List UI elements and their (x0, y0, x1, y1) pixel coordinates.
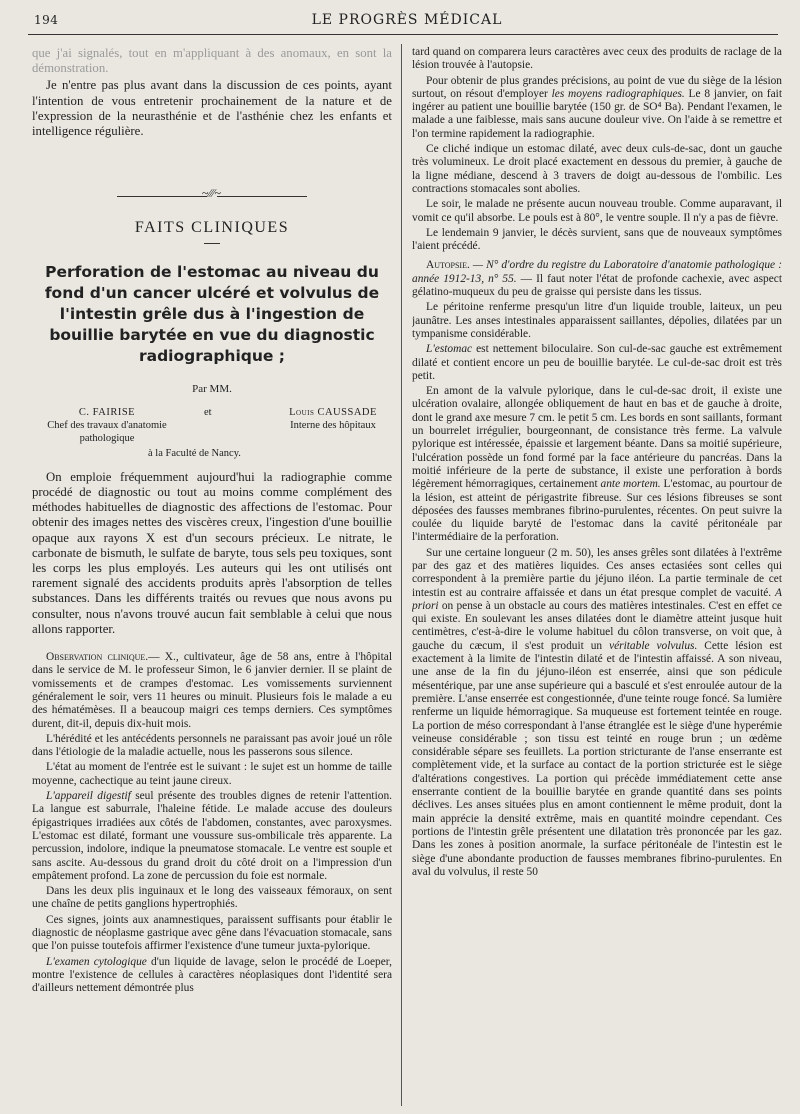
column-divider (401, 44, 402, 1106)
amont-text-a: En amont de la valvule pylorique, dans le cul-de-sac droit, il existe une ulcération ovalaire, allongée obliquement de haut en bas et de gauche à droite, dont le grand axe mesure 7 cm. le petit 5 cm. Les bords en sont saillants, formant un bourrelet irrégulier, bourgeonnant, de consistance très ferme. La valvule pylorique est intéressée, épaissie et largement béante. Dans sa moitié supérieure, l'ulcération possède un fond formé par la face antérieure du pancréas. Dans la moitié inférieure de la perte de substance, il existe une perforation à bords légèrement hémorragiques, certainement (412, 385, 782, 491)
precision-text-a: Pour obtenir de plus grandes précisions, au point de vue du siège de la lésion surtout, on résout d'employer (412, 74, 782, 100)
separator-glyph: ~∕∕∕~ (202, 186, 221, 201)
precision-em: les moyens radiographiques. (551, 87, 685, 100)
author-2-name: Louis CAUSSADE (289, 406, 377, 418)
header-rule (28, 34, 778, 35)
observation-lead: Observation clinique. (46, 651, 149, 664)
amont-em: ante mortem. (600, 478, 661, 491)
autopsie-registry: — N° d'ordre du registre du Laboratoire d'anatomie pathologique : année 1912-13, n° 55. (412, 259, 782, 285)
appareil-lead: L'appareil digestif (46, 790, 131, 803)
autopsie-lead: Autopsie. (426, 259, 470, 272)
author-1-name: C. FAIRISE (78, 406, 136, 418)
heredite-paragraph: L'hérédité et les antécédents personnels ne paraissant pas avoir joué un rôle dans l'étiologie de la maladie actuelle, nous les passerons sous silence. (32, 732, 392, 759)
signes-paragraph: Ces signes, joints aux anamnestiques, paraissent suffisants pour établir le diagnostic de néoplasme gastrique avec gêne dans l'évacuation stomacale, sans que l'on puisse toutefois affirmer l'existence d'une tumeur juxta-pylorique. (32, 913, 392, 953)
right-column (412, 46, 782, 1108)
grele-em-2: véritable volvulus. (609, 639, 698, 652)
observation-text: — X., cultivateur, âge de 58 ans, entre à l'hôpital dans le service de M. le professeur Simon, le 6 janvier dernier. Il se plaint de vomissements et de crampes d'estomac. Les vomissements surviennent généralement le soir, vers 11 heures ou minuit. Plusieurs fois le malade a eu des hématémèses. Il a beaucoup maigri ces temps derniers. Ces symptômes durent, dit-il, depuis dix-huit mois. (32, 651, 392, 730)
grele-text-c: Cette lésion est exactement à la limite de l'intestin dilaté et de l'intestin affaissé. A son niveau, une anse de la fin du jéjuno-iléon est enserrée, ainsi que son pédicule mésentérique, par une anse supérieure qui a basculé et s'est enroulée autour de la première. L'anse enserrée est congestionnée, d'une teinte rouge foncé. Sa lumière renferme un liquide hémorragique. Sa muqueuse est fortement teintée en rouge. La portion de méso correspondant à l'anse étranglée est le siège d'une hyperémie veineuse considérable ; son tissu est teinté en rouge brun ; un œdème considérable sépare ses feuillets. La portion stricturante de l'anse enserrante est complètement vide, et la surface au contact de la portion stricturée est le siège d'altérations congestives. La portion qui précède immédiatement cette anse enserrante contient de la bouillie barytée en grande quantité dans ses points déclives. Les anses situées plus en amont contiennent le même produit, dont la main apprécie la densité extrême, mais en quantité moindre cependant. Ces portions de l'intestin grêle présentent une dilatation très prononcée par les gaz. Dans les zones à position anormale, la surface péritonéale de l'intestin est le siège d'une abondante production de fausses membranes fibrino-purulentes. En aval du volvulus, il reste 50 (412, 639, 782, 878)
article-title: Perforation de l'estomac au niveau du fond d'un cancer ulcéré et volvulus de l'intestin grêle dus à l'ingestion de bouillie barytée en vue du diagnostic radiographique ; (44, 262, 380, 365)
intro-faded-text: que j'ai signalés, tout en m'appliquant à des anomaux, en sont la démonstration. (32, 46, 392, 76)
intro-paragraph: Je n'entre pas plus avant dans la discussion de ces points, ayant l'intention de vous entretenir prochainement de la nature et de l'expression de la neurasthénie et de l'asthénie chez les enfants et intelligence régulière. (32, 78, 392, 139)
precision-paragraph (412, 75, 782, 141)
examen-lead: L'examen cytologique (46, 955, 147, 968)
lendemain-paragraph: Le lendemain 9 janvier, le décès survient, sans que de nouveaux symptômes l'aient précédé. (412, 226, 782, 253)
appareil-text: seul présente des troubles dignes de retenir l'attention. La langue est saburrale, l'haleine fétide. Le malade accuse des douleurs épigastriques irradiées aux côtés de l'abdomen, constantes, avec paroxysmes. L'estomac est dilaté, formant une voussure sus-ombilicale très apparente. La percussion, indolore, indique la pneumatose stomacale. Le ventre est souple et sans ascite. Au-dessous du grand droit du côté droit on a l'impression d'un empâtement profond. La zone de percussion du foie est normale. (32, 790, 392, 882)
tard-paragraph: tard quand on comparera leurs caractères avec ceux des produits de raclage de la lésion trouvée à l'autopsie. (412, 46, 782, 72)
journal-title: LE PROGRÈS MÉDICAL (311, 12, 503, 28)
estomac-text: est nettement biloculaire. Son cul-de-sac gauche est extrêmement dilaté et contient encore un peu de bouillie barytée. Le cul-de-sac droit est très petit. (412, 343, 782, 382)
author-1 (32, 406, 182, 445)
author-2-role: Interne des hôpitaux (290, 419, 376, 431)
amont-paragraph (412, 385, 782, 545)
soir-paragraph: Le soir, le malade ne présente aucun nouveau trouble. Comme auparavant, il vomit ce qu'il absorbe. Le pouls est à 80°, le ventre souple. Il n'y a pas de fièvre. (412, 198, 782, 224)
grele-text-a: Sur une certaine longueur (2 m. 50), les anses grêles sont dilatées à l'extrême par des gaz et des matières liquides. Ces anses ectasiées sont celles qui correspondent à la première partie du jéjuno iléon. La partie terminale de cet intestin est au contraire affaissée et dans un état presque complet de vacuité. (412, 546, 782, 599)
plis-paragraph: Dans les deux plis inguinaux et le long des vaisseaux fémoraux, on sent une chaîne de petits ganglions hypertrophiés. (32, 885, 392, 911)
section-title-rule (204, 243, 220, 244)
page-number: 194 (34, 13, 59, 27)
estomac-paragraph (412, 343, 782, 383)
byline-par: Par MM. (192, 382, 232, 395)
faculty-line: à la Faculté de Nancy. (148, 447, 241, 459)
examen-text: d'un liquide de lavage, selon le procédé de Loeper, montre l'existence de cellules à caractères néoplasiques dont l'identité sera d'ailleurs nettement démontrée plus (32, 955, 392, 995)
author-and: et (204, 406, 212, 418)
autopsie-paragraph (412, 259, 782, 299)
authors-block (32, 406, 392, 462)
examen-paragraph (32, 956, 392, 996)
author-1-role: Chef des travaux d'anatomie pathologique (47, 419, 167, 444)
cliche-paragraph: Ce cliché indique un estomac dilaté, avec deux culs-de-sac, dont un gauche très volumineux. Le droit placé exactement en dessous du premier, à gauche de la ligne médiane, descend à 3 travers de doigt au-dessous de l'ombilic. Les contractions stomacales sont abolies. (412, 143, 782, 195)
intro-body: On emploie fréquemment aujourd'hui la radiographie comme procédé de diagnostic ou tout au moins comme complément des méthodes habituelles de diagnostic des affections de l'estomac. Pour obtenir des images nettes des viscères creux, l'ingestion d'une bouillie opaque aux rayons X est d'un secours précieux. Le nitrate, le carbonate de bismuth, le sulfate de baryte, tous sels peu toxiques, sont les corps les plus employés. Les auteurs qui les ont utilisés ont rarement signalé des accidents produits après l'absorption de telles substances. Dans les différents traités ou revues que nous avons pu consulter, nous n'avons trouvé aucun fait semblable à celui que nous allons rapporter. (32, 469, 392, 636)
autopsie-text: — Il faut noter l'état de profonde cachexie, avec aspect gélatino-muqueux du peu de graisse qui persiste dans les tissus. (412, 272, 782, 299)
grele-text-b: on pense à un obstacle au cours des matières intestinales. C'est en effet ce qui existe. En soulevant les anses dilatées dont le diamètre atteint jusque huit centimètres, c'est-à-dire le volume habituel du côlon transverse, on voit que, à gauche du cæcum, il s'est produit un (412, 599, 782, 652)
estomac-lead: L'estomac (426, 343, 473, 356)
grele-paragraph (412, 547, 782, 879)
appareil-paragraph (32, 790, 392, 883)
amont-text-b: L'estomac, au pourtour de la lésion, est atteint de périgastrite fibreuse. Sur ces lésions fibreuses se sont déposées des fausses membranes fibrino-purulentes, récentes. On peut suivre la coulée du liquide baryté de l'estomac dans la cavité péritonéale par l'intermédiaire de la perforation. (412, 478, 782, 544)
section-separator (117, 186, 307, 201)
section-title: FAITS CLINIQUES (134, 219, 290, 237)
left-column (32, 46, 392, 1108)
observation-paragraph (32, 651, 392, 731)
etat-paragraph: L'état au moment de l'entrée est le suivant : le sujet est un homme de taille moyenne, cachectique au teint jaune cireux. (32, 761, 392, 787)
peritoine-paragraph: Le péritoine renferme presqu'un litre d'un liquide trouble, laiteux, un peu jaunâtre. Les anses intestinales apparaissent saillantes, dépolies, dilatées par un tympanisme considérable. (412, 301, 782, 340)
page-header (34, 10, 780, 32)
precision-text-b: Le 8 janvier, on fait ingérer au patient une bouillie barytée (150 gr. de SO⁴ Ba). Pendant l'examen, le malade a une faiblesse, mais sans aucune douleur vive. On l'aide à se remettre et l'on termine rapidement la radiographie. (412, 87, 782, 140)
grele-em-1: A priori (412, 586, 782, 612)
author-2 (268, 406, 392, 432)
